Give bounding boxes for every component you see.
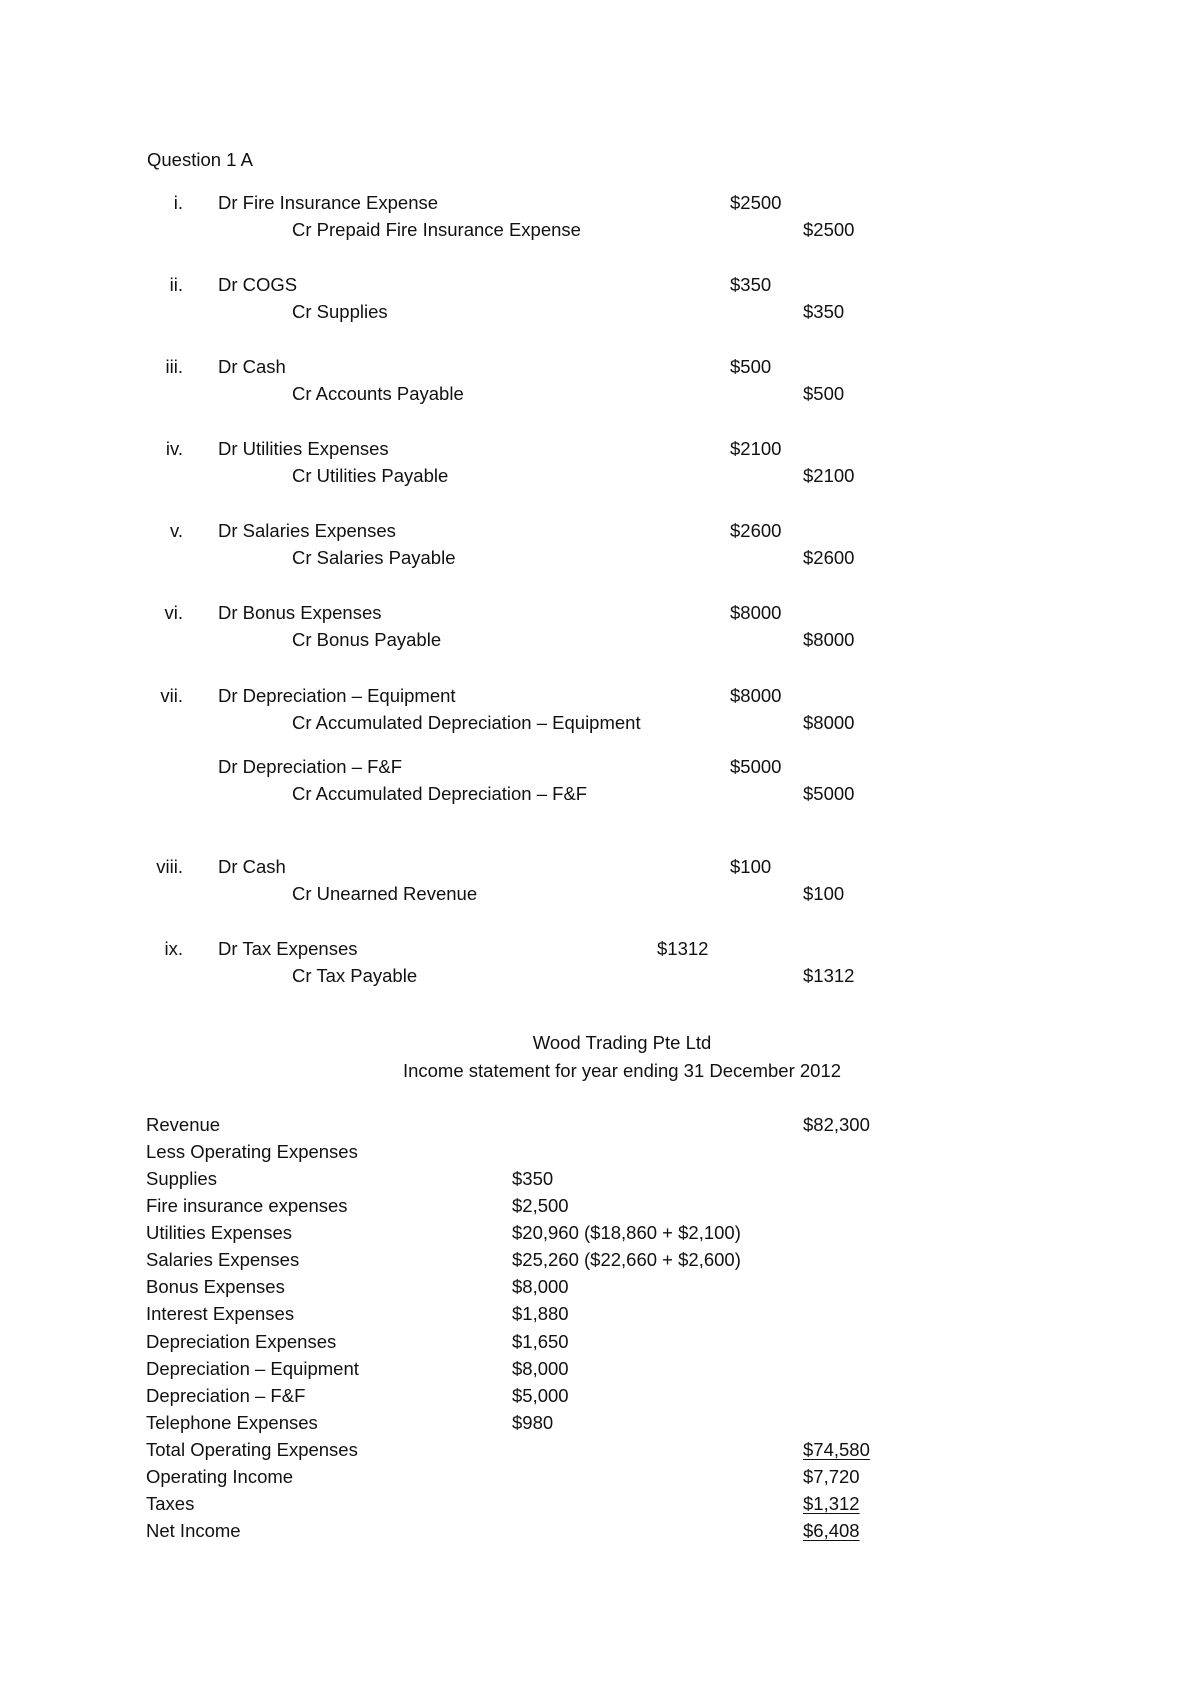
credit-label: Cr Accounts Payable: [292, 383, 464, 404]
expense-amount: $8,000: [512, 1276, 569, 1297]
credit-amount: $2500: [803, 219, 855, 240]
expense-label: Telephone Expenses: [146, 1412, 318, 1433]
credit-amount: $2100: [803, 465, 855, 486]
credit-label: Cr Salaries Payable: [292, 547, 456, 568]
debit-label: Dr Fire Insurance Expense: [218, 192, 439, 213]
total-operating-expenses-label: Total Operating Expenses: [146, 1439, 358, 1460]
debit-label: Dr Depreciation – Equipment: [218, 685, 456, 706]
expense-amount: $1,650: [512, 1331, 569, 1352]
expense-amount: $5,000: [512, 1385, 569, 1406]
entry-number: i.: [173, 192, 183, 213]
net-income-amount: $6,408: [803, 1520, 860, 1541]
expense-amount: $1,880: [512, 1303, 569, 1324]
credit-label: Cr Accumulated Depreciation – F&F: [292, 783, 588, 804]
expense-label: Utilities Expenses: [146, 1222, 293, 1243]
debit-amount: $100: [730, 856, 772, 877]
credit-label: Cr Unearned Revenue: [292, 883, 478, 904]
expense-amount: $2,500: [512, 1195, 569, 1216]
total-operating-expenses-amount: $74,580: [803, 1439, 870, 1460]
expense-amount: $20,960 ($18,860 + $2,100): [512, 1222, 741, 1243]
taxes-amount: $1,312: [803, 1493, 860, 1514]
entry-number: iii.: [165, 356, 183, 377]
debit-label: Dr Salaries Expenses: [218, 520, 396, 541]
credit-amount: $2600: [803, 547, 855, 568]
expense-amount: $980: [512, 1412, 554, 1433]
expense-label: Bonus Expenses: [146, 1276, 285, 1297]
credit-amount: $8000: [803, 629, 855, 650]
entry-number: vii.: [160, 685, 183, 706]
debit-amount: $8000: [730, 602, 782, 623]
company-name: Wood Trading Pte Ltd: [532, 1032, 712, 1053]
credit-amount: $100: [803, 883, 845, 904]
net-income-label: Net Income: [146, 1520, 241, 1541]
debit-label: Dr Tax Expenses: [218, 938, 358, 959]
expense-amount: $25,260 ($22,660 + $2,600): [512, 1249, 741, 1270]
expense-amount: $8,000: [512, 1358, 569, 1379]
expense-label: Supplies: [146, 1168, 217, 1189]
taxes-label: Taxes: [146, 1493, 195, 1514]
debit-amount: $350: [730, 274, 772, 295]
entry-number: iv.: [165, 438, 183, 459]
debit-amount: $1312: [657, 938, 709, 959]
credit-label: Cr Bonus Payable: [292, 629, 442, 650]
operating-income-label: Operating Income: [146, 1466, 294, 1487]
entry-number: viii.: [156, 856, 183, 877]
entry-number: vi.: [164, 602, 183, 623]
expense-label: Depreciation – Equipment: [146, 1358, 359, 1379]
entry-number: ix.: [164, 938, 183, 959]
debit-label: Dr Cash: [218, 856, 286, 877]
debit-amount: $5000: [730, 756, 782, 777]
credit-label: Cr Prepaid Fire Insurance Expense: [292, 219, 581, 240]
debit-label: Dr COGS: [218, 274, 298, 295]
debit-amount: $2500: [730, 192, 782, 213]
expense-label: Interest Expenses: [146, 1303, 295, 1324]
debit-amount: $8000: [730, 685, 782, 706]
debit-amount: $2100: [730, 438, 782, 459]
revenue-label: Revenue: [146, 1114, 221, 1135]
entry-number: v.: [169, 520, 183, 541]
credit-amount: $1312: [803, 965, 855, 986]
credit-amount: $500: [803, 383, 845, 404]
credit-amount: $8000: [803, 712, 855, 733]
entry-number: ii.: [169, 274, 183, 295]
credit-amount: $5000: [803, 783, 855, 804]
less-operating-expenses-label: Less Operating Expenses: [146, 1141, 358, 1162]
expense-amount: $350: [512, 1168, 554, 1189]
debit-amount: $2600: [730, 520, 782, 541]
credit-amount: $350: [803, 301, 845, 322]
expense-label: Depreciation Expenses: [146, 1331, 337, 1352]
debit-amount: $500: [730, 356, 772, 377]
debit-label: Dr Cash: [218, 356, 286, 377]
page-heading: Question 1 A: [147, 149, 253, 170]
debit-label: Dr Utilities Expenses: [218, 438, 389, 459]
statement-title: Income statement for year ending 31 December 2012: [402, 1060, 842, 1081]
credit-label: Cr Tax Payable: [292, 965, 418, 986]
credit-label: Cr Utilities Payable: [292, 465, 449, 486]
credit-label: Cr Accumulated Depreciation – Equipment: [292, 712, 641, 733]
debit-label: Dr Depreciation – F&F: [218, 756, 403, 777]
operating-income-amount: $7,720: [803, 1466, 860, 1487]
expense-label: Fire insurance expenses: [146, 1195, 348, 1216]
expense-label: Salaries Expenses: [146, 1249, 300, 1270]
credit-label: Cr Supplies: [292, 301, 388, 322]
debit-label: Dr Bonus Expenses: [218, 602, 382, 623]
revenue-amount: $82,300: [803, 1114, 870, 1135]
expense-label: Depreciation – F&F: [146, 1385, 306, 1406]
